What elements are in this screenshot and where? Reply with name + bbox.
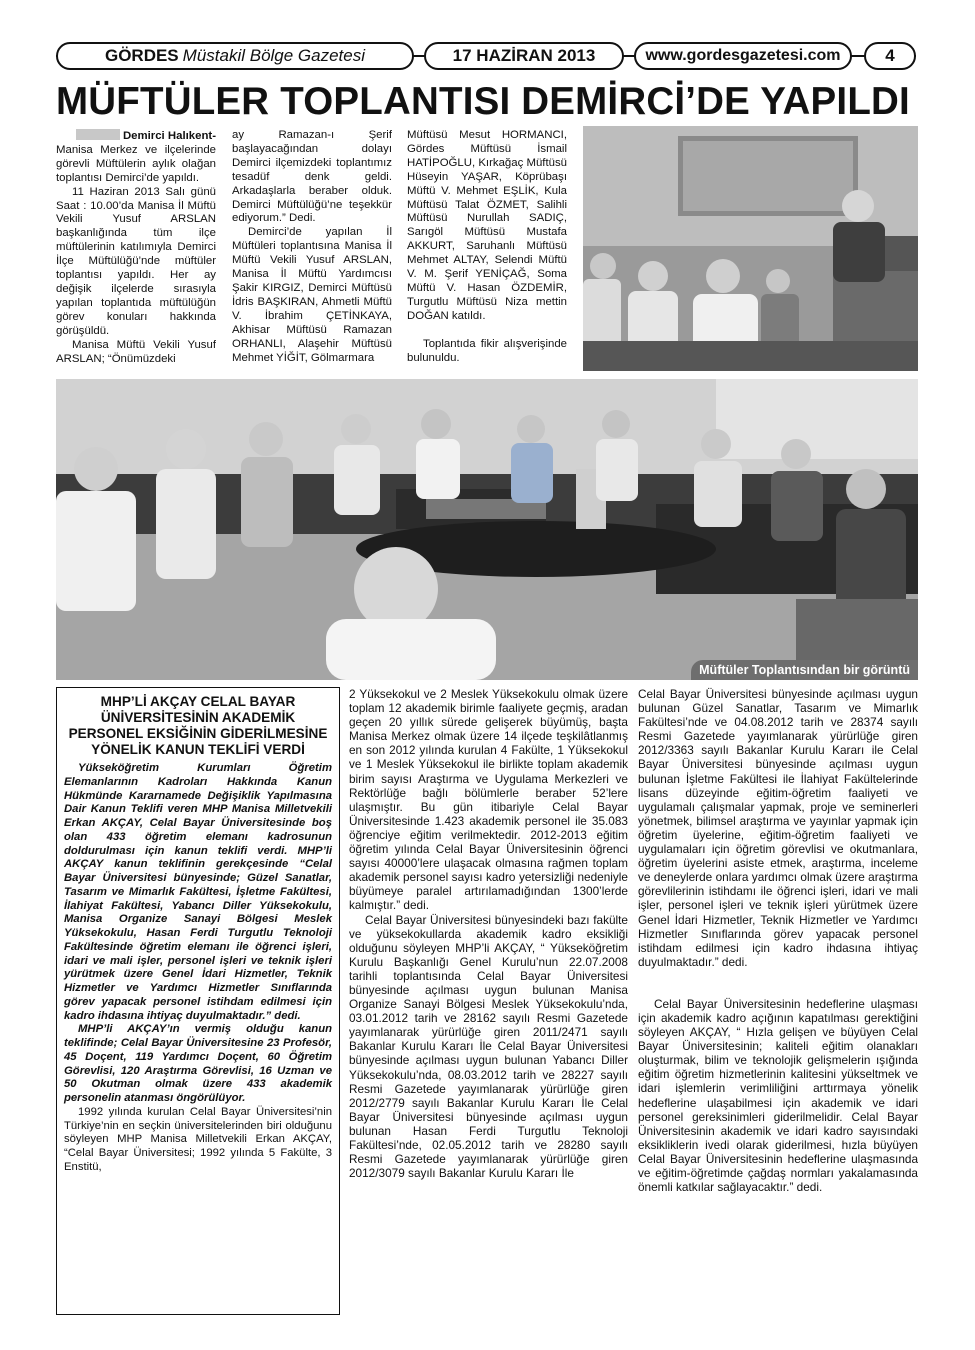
article1-column-2: [232, 129, 392, 374]
paragraph: ay Ramazan-ı Şerif başlayacağından dolayı Demirci ilçemizdeki toplantımız tesadüf denk geldi. Arkadaşlarla beraber olduk. Demirci Müftülüğü’ne teşekkür ediyorum.” Dedi.: [232, 129, 392, 225]
mhp-column-2: [349, 687, 628, 1315]
article-headline: MÜFTÜLER TOPLANTISI DEMİRCİ’DE YAPILDI: [56, 80, 910, 123]
photo-office-icon: [583, 126, 918, 371]
mhp-article-box: [56, 687, 340, 1315]
paragraph: 1992 yılında kurulan Celal Bayar Üniversitesi’nin Türkiye’nin en seçkin üniversitelerinden biri olduğunu söyleyen MHP Manisa Milletvekili Erkan AKÇAY, “Celal Bayar Üniversitesi; 1992 yılında 5 Fakülte, 3 Enstitü,: [64, 1105, 332, 1173]
mhp-column-3: [638, 687, 918, 1315]
paragraph: 2 Yüksekokul ve 2 Meslek Yüksekokulu olmak üzere toplam 12 akademik birimle faaliyete geçmiş, aradan geçen 20 yıllık sürede gelişerek büyümüş, başta Manisa Merkez olmak üzere 14 ilçede teşkilâtlanmış en son 2012 yılında kurulan 4 Fakülte, 1 Yüksekokul ve 1 Meslek Yüksekokul ile birlikte toplam akademik birim sayısı Araştırma ve Uygulama Merkezleri ve Rektörlüğe bağlı bölümlerle beraber 52’lere ulaşmıştır. Bu gün itibariyle Celal Bayar Üniversitesinde 1.423 akademik personel ile 35.083 öğrenciye eğitim verilmektedir. 2012-2013 eğitim öğretim yılında Celal Bayar Üniversitesinin öğrenci sayısı 40000’lere ulaşacak olmasına rağmen toplam akademik personel sayısı kadro yetersizliği nedeniyle büyümeye paralel artırılamadığından 1300’lerde kalmıştır.” dedi.: [349, 687, 628, 913]
article1-column-1: [56, 129, 216, 374]
paragraph: Celal Bayar Üniversitesi bünyesindeki bazı fakülte ve yüksekokullarda akademik kadro eksikliği olduğunu söyleyen MHP’li AKÇAY, “ Yükseköğretim Kurulu Başkanlığı Genel Kurulu’nun 22.07.2008 tarihli toplantısında Celal Bayar Üniversitesi bünyesinde açılması uygun bulunan Manisa Organize Sanayi Bölgesi Meslek Yüksekokulu’nda, 03.01.2012 tarih ve 28162 sayılı Resmi Gazetede yayımlanarak yürürlüğe giren 2011/2471 sayılı Bakanlar Kurulu Kararı İle Celal Bayar Üniversitesi bünyesinde açılması uygun bulunan Yabancı Diller Yüksekokulu’nda, 08.03.2012 tarih ve 28227 sayılı Resmi Gazetede yayımlanarak yürürlüğe giren 2012/2779 sayılı Bakanlar Kurulu Kararı İle Celal Bayar Üniversitesi bünyesinde açılması uygun bulunan Hasan Ferdi Turgutlu Teknoloji Fakültesi’nde, 02.05.2012 tarih ve 28280 sayılı Resmi Gazetede yayımlanarak yürürlüğe giren 2012/3079 sayılı Bakanlar Kurulu Kararı İle: [349, 912, 628, 1181]
article1-column-3: [407, 129, 567, 374]
website-link[interactable]: www.gordesgazetesi.com: [634, 42, 852, 70]
issue-date: 17 HAZİRAN 2013: [424, 42, 624, 70]
paragraph: Yükseköğretim Kurumları Öğretim Elemanlarının Kadroları Hakkında Kanun Hükmünde Kararnamede Değişiklik Yapılmasına Dair Kanun Teklifi veren MHP Manisa Milletvekili Erkan AKÇAY, Celal Bayar Üniversitesinde boş olan 433 öğretim elemanı kadrosunun doldurulması için kanun teklifi verdi. MHP’li AKÇAY kanun teklifinin gerekçesinde “Celal Bayar Üniversitesi bünyesinde; Güzel Sanatlar, Tasarım ve Mimarlık Fakültesi, İşletme Fakültesi, İlahiyat Fakültesi, Yabancı Diller Yüksekokulu, Manisa Organize Sanayi Bölgesi Meslek Yüksekokulu, Hasan Ferdi Turgutlu Teknoloji Fakültesinde öğretim elemanı ile öğrenci işleri, idari ve mali işler, personel işleri ve teknik işleri yürütmek üzere Genel İdari Hizmetler, Teknik Hizmetler ve Yardımcı Hizmetler Sınıflarında görev yapacak personel istihdam edilmesi için kadro ihdasına ihtiyaç duyulmaktadır.” dedi.: [64, 762, 332, 1022]
lead-bar: [76, 129, 120, 140]
paragraph: 11 Haziran 2013 Salı günü Saat : 10.00’da Manisa İl Müftü Vekili Yusuf ARSLAN başkanlığında tüm ilçe müftülerinin katılımıyla Demirci İlçe Müftülüğü’nde müftüler toplantısı yapıldı. Her ay değişik ilçelerde sırasıyla yapılan toplantıda müftülüğün görev konuları hakkında görüşüldü.: [56, 185, 216, 337]
paragraph: Toplantıda fikir alışverişinde bulunuldu.: [407, 337, 567, 364]
paragraph: Celal Bayar Üniversitesi bünyesinde açılması uygun bulunan Güzel Sanatlar, Tasarım ve Mimarlık Fakültesi’nde ve 04.08.2012 tarih ve 28374 sayılı Resmi Gazetede yayımlanarak yürürlüğe giren 2012/3363 sayılı Bakanlar Kurulu Kararı ile Celal Bayar Üniversitesi bünyesinde açılması uygun bulunan İşletme Fakültesi ile İlahiyat Fakültelerinde lisans düzeyinde eğitim-öğretim faaliyeti ve uygulamalı çalışmalar yapmak, proje ve seminerleri yönetmek, bilimsel araştırma ve yayınlar yapmak için öğretim üyelerine, eğitim-öğretim faaliyeti ve uygulamaları için öğretim görevlisi ve okutmanlara, öğretim üyelerini asiste etmek, araştırma, inceleme ve deneylerde onlara yardımcı olmak üzere araştırma görevlilerinin istihdamı ile öğrenci işleri, idari ve mali işler, personel işleri ve teknik işleri yürütmek üzere Genel İdari Hizmetler, Teknik Hizmetler ve Yardımcı Hizmetler Sınıflarında görev yapacak personel istihdam edilmesi için kadro ihdasına ihtiyaç duyulmaktadır.” dedi.: [638, 687, 918, 969]
meeting-photo-small: [583, 126, 918, 371]
paragraph: Demirci’de yapılan İl Müftüleri toplantısına Manisa İl Müftü Vekili Yusuf ARSLAN, Manisa İl Müftü Yardımcısı Şakir KIRGIZ, Demirci Müftüsü İdris BAŞKIRAN, Ahmetli Müftü V. İbrahim ÇETİNKAYA, Akhisar Müftüsü Ramazan ORHANLI, Alaşehir Müftüsü Mehmet YİĞİT, Gölmarmara: [232, 226, 392, 364]
paragraph: Manisa Merkez ve ilçelerinde görevli Müftülerin aylık olağan toplantısı Demirci’de yapıldı.: [56, 143, 216, 184]
masthead: [56, 42, 414, 70]
photo-meeting-room-icon: [56, 379, 918, 680]
masthead-brand: GÖRDES: [104, 46, 179, 65]
photo-caption: Müftüler Toplantısından bir görüntü: [691, 660, 918, 680]
paragraph: Müftüsü Mesut HORMANCI, Gördes Müftüsü İsmail HATİPOĞLU, Kırkağaç Müftüsü Hüseyin YAŞAR, Köprübaşı Müftü V. Mehmet EŞLİK, Kula Müftüsü Talat ÖZMET, Salihli Müftüsü Nurullah SADIÇ, Sarıgöl Müftüsü Mustafa AKKURT, Saruhanlı Müftüsü Mehmet ALTAY, Selendi Müftü V. M. Şerif YENİÇAĞ, Soma Müftü V. Hasan ÖZDEMİR, Turgutlu Müftüsü Niza mettin DOĞAN katıldı.: [407, 129, 567, 322]
lead-dateline: Demirci Halıkent-: [122, 130, 216, 142]
meeting-photo-large: [56, 379, 918, 680]
paragraph: Manisa Müftü Vekili Yusuf ARSLAN; “Önümüzdeki: [56, 338, 216, 365]
paragraph: Celal Bayar Üniversitesinin hedeflerine ulaşması için akademik kadro açığının kapatılması gerektiğini söyleyen AKÇAY, “ Hızla gelişen ve büyüyen Celal Bayar Üniversitesinin; kaliteli eğitim olanakları oluşturmak, bilim ve teknolojik gelişmelerin ışığında eğitim öğretim hizmetlerinin kalitesini yükseltmek ve idari işlemlerin verimliliğini arttırmaya yönelik hedeflerine ulaşabilmesi için akademik ve idari personel gereksinimleri giderilmelidir. Celal Bayar Üniversitesinin akademik ve idari kadro sayısındaki eksikliklerin ivedi olarak giderilmesi, hızla büyüyen Celal Bayar Üniversitesinin hedeflerine ulaşmasında ve eğitim-öğretimde çağdaş normları yakalamasında önemli katkılar sağlayacaktır.” dedi.: [638, 996, 918, 1195]
page-number: 4: [864, 42, 916, 70]
mhp-article-headline: MHP’Lİ AKÇAY CELAL BAYAR ÜNİVERSİTESİNİN AKADEMİK PERSONEL EKSİĞİNİN GİDERİLMESİNE YÖNELİK KANUN TEKLİFİ VERDİ: [68, 694, 328, 757]
paragraph: MHP’li AKÇAY’ın vermiş olduğu kanun teklifinde; Celal Bayar Üniversitesine 23 Profesör, 45 Doçent, 119 Yardımcı Doçent, 60 Öğretim Görevlisi, 120 Araştırma Görevlisi, 16 Uzman ve 50 Okutman olmak üzere 433 akademik personelin atanması öngörülüyor.: [64, 1023, 332, 1104]
masthead-subtitle: Müstakil Bölge Gazetesi: [182, 46, 366, 65]
